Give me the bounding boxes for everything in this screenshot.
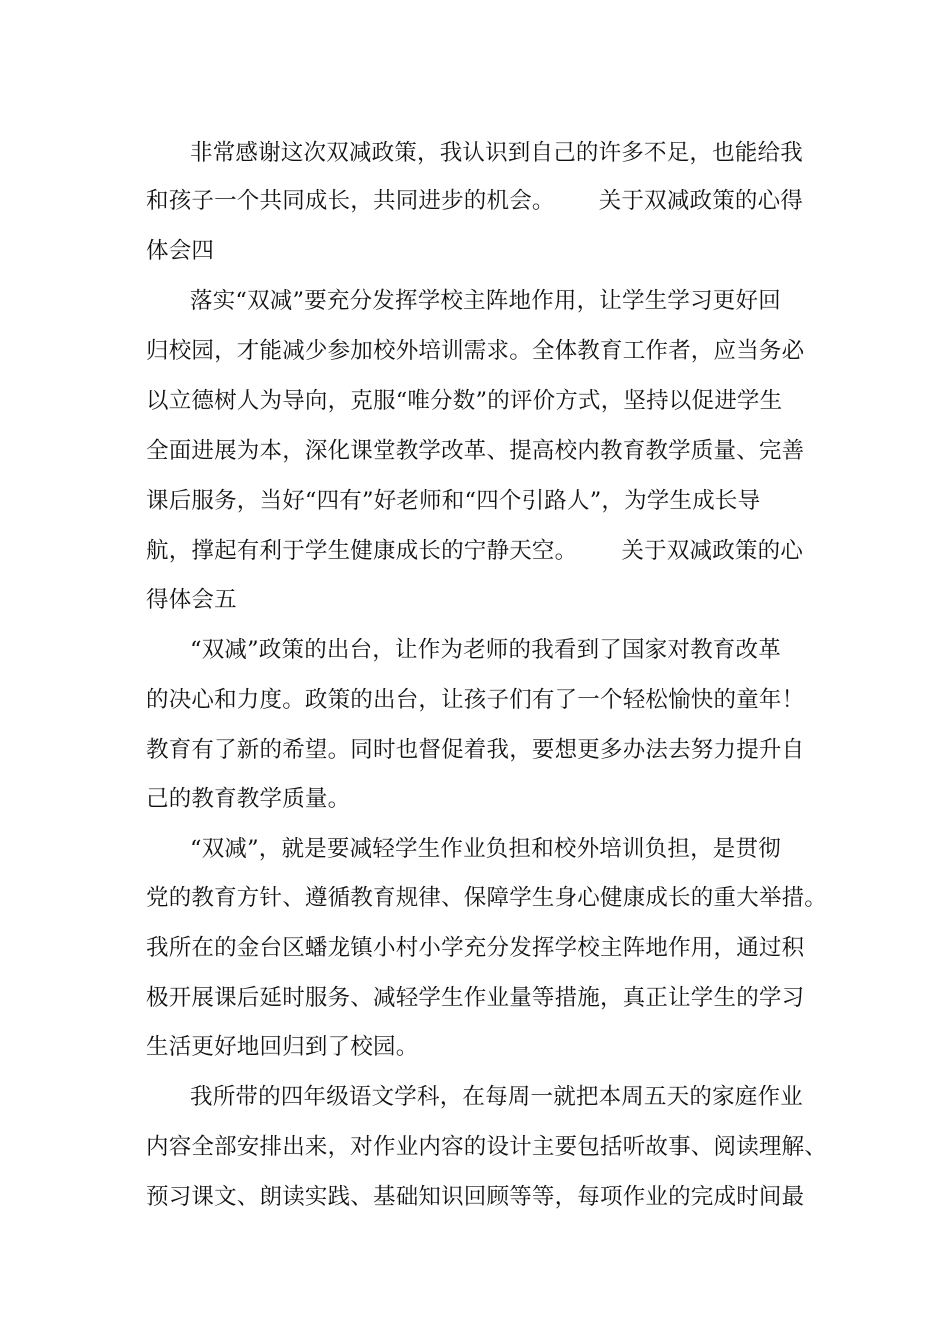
text-line: 以立德树人为导向，克服“唯分数”的评价方式，坚持以促进学生 (146, 388, 783, 414)
text-line: 课后服务，当好“四有”好老师和“四个引路人”，为学生成长导 (146, 488, 761, 514)
text-line: 的决心和力度。政策的出台，让孩子们有了一个轻松愉快的童年！ (146, 687, 805, 713)
text-line: 己的教育教学质量。 (146, 786, 351, 812)
text-line: 我所在的金台区蟠龙镇小村小学充分发挥学校主阵地作用，通过积 (146, 935, 805, 961)
text-line: “双减”，就是要减轻学生作业负担和校外培训负担，是贯彻 (190, 836, 781, 862)
text-line: 生活更好地回归到了校园。 (146, 1034, 419, 1060)
text-line: 落实“双减”要充分发挥学校主阵地作用，让学生学习更好回 (190, 288, 781, 314)
text-line: 归校园，才能减少参加校外培训需求。全体教育工作者，应当务必 (146, 338, 805, 364)
text-line: 非常感谢这次双减政策，我认识到自己的许多不足，也能给我 (190, 140, 803, 166)
text-line: 预习课文、朗读实践、基础知识回顾等等，每项作业的完成时间最 (146, 1184, 805, 1210)
text-line: 内容全部安排出来，对作业内容的设计主要包括听故事、阅读理解、 (146, 1134, 828, 1160)
text-line: 航，撑起有利于学生健康成长的宁静天空。 关于双减政策的心 (146, 538, 804, 564)
text-line: 体会四 (146, 238, 215, 264)
text-line: 教育有了新的希望。同时也督促着我，要想更多办法去努力提升自 (146, 737, 805, 763)
text-line: “双减”政策的出台，让作为老师的我看到了国家对教育改革 (190, 637, 781, 663)
text-line: 党的教育方针、遵循教育规律、保障学生身心健康成长的重大举措。 (146, 885, 828, 911)
text-line: 和孩子一个共同成长，共同进步的机会。 关于双减政策的心得 (146, 188, 804, 214)
text-line: 我所带的四年级语文学科，在每周一就把本周五天的家庭作业 (190, 1084, 803, 1110)
text-line: 极开展课后延时服务、减轻学生作业量等措施，真正让学生的学习 (146, 985, 805, 1011)
text-line: 全面进展为本，深化课堂教学改革、提高校内教育教学质量、完善 (146, 438, 805, 464)
text-line: 得体会五 (146, 587, 237, 613)
